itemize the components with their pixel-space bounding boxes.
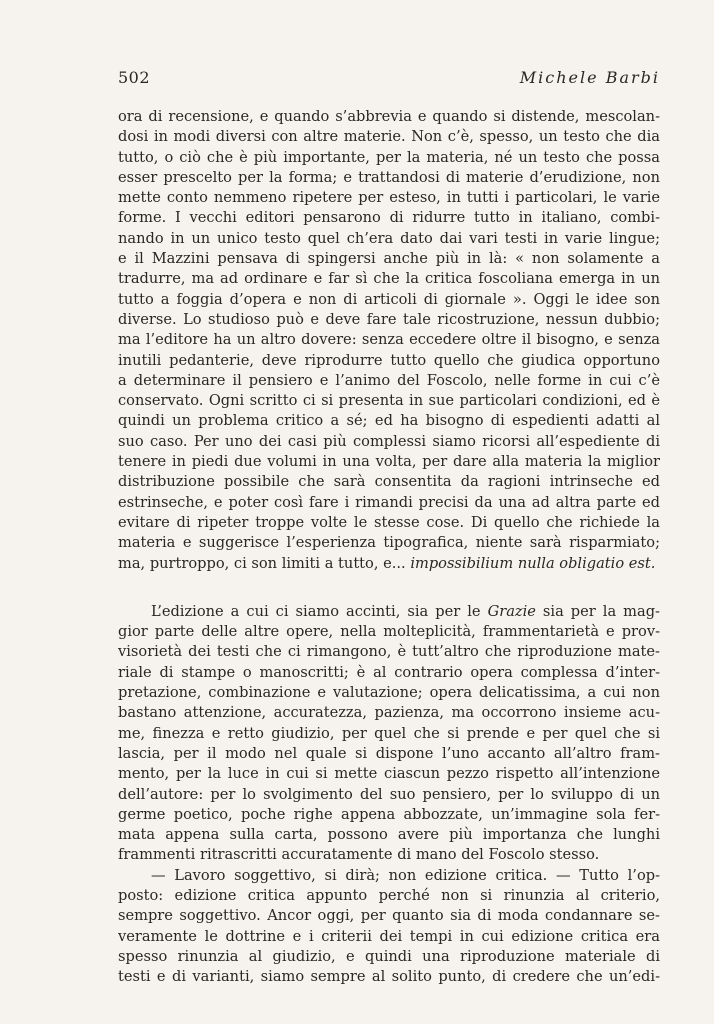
text-run: — Lavoro soggettivo, si dirà; non edizione critica. — Tutto l’op- (151, 866, 660, 884)
text-line (118, 886, 660, 906)
text-run: lascia, per il modo nel quale si dispone l’uno accanto all’altro fram- (118, 744, 660, 762)
text-line (118, 249, 660, 269)
text-run: mata appena sulla carta, possono avere più importanza che lunghi (118, 826, 660, 844)
text-line (118, 493, 660, 513)
text-run: diverse. Lo studioso può e deve fare tale ricostruzione, nessun dubbio; (118, 310, 660, 328)
text-run: frammenti ritrascritti accuratamente di mano del Foscolo stesso. (118, 846, 600, 864)
text-line (118, 188, 660, 208)
text-run: ma, purtroppo, ci son limiti a tutto, e... (118, 554, 411, 572)
text-run: tutto a foggia d’opera e non di articoli di giornale ». Oggi le idee son (118, 290, 660, 308)
text-run: gior parte delle altre opere, nella molteplicità, frammentarietà e prov- (118, 623, 660, 641)
body-text (118, 107, 660, 987)
text-run: mento, per la luce in cui si mette ciascun pezzo rispetto all’intenzione (118, 765, 660, 783)
text-line (118, 472, 660, 492)
italic-text: impossibilium nulla obligatio est. (410, 554, 656, 572)
text-run: quindi un problema critico a sé; ed ha bisogno di espedienti adatti al (118, 412, 660, 430)
italic-text: Grazie (487, 602, 536, 620)
text-run: estrinseche, e poter così fare i rimandi precisi da una ad altra parte ed (118, 493, 660, 511)
text-run: germe poetico, poche righe appena abbozzate, un’immagine sola fer- (118, 805, 660, 823)
text-line (118, 724, 660, 744)
text-run: riale di stampe o manoscritti; è al contrario opera complessa d’inter- (118, 663, 660, 681)
text-line (118, 554, 660, 574)
text-line (118, 683, 660, 703)
text-run: materia e suggerisce l’esperienza tipografica, niente sarà risparmiato; (118, 534, 660, 552)
text-line (118, 208, 660, 228)
text-run: e il Mazzini pensava di spingersi anche più in là: « non solamente a (118, 250, 660, 268)
text-run: bastano attenzione, accuratezza, pazienza, ma occorrono insieme acu- (118, 704, 660, 722)
text-run: posto: edizione critica appunto perché non si rinunzia al criterio, (118, 886, 660, 904)
text-line (118, 290, 660, 310)
text-run: spesso rinunzia al giudizio, e quindi una riproduzione materiale di (118, 947, 660, 965)
text-line (118, 269, 660, 289)
text-line (118, 947, 660, 967)
text-line (118, 148, 660, 168)
text-run: dell’autore: per lo svolgimento del suo pensiero, per lo sviluppo di un (118, 785, 660, 803)
page-header (118, 68, 660, 92)
text-run: distribuzione possibile che sarà consentita da ragioni intrinseche ed (118, 473, 660, 491)
text-run: tutto, o ciò che è più importante, per la materia, né un testo che possa (118, 148, 660, 166)
text-run: nando in un unico testo quel ch’era dato dai vari testi in varie lingue; (118, 229, 660, 247)
text-line (118, 411, 660, 431)
text-line (118, 107, 660, 127)
text-run: esser prescelto per la forma; e trattandosi di materie d’erudizione, non (118, 168, 660, 186)
text-run: forme. I vecchi editori pensarono di ridurre tutto in italiano, combi- (118, 209, 660, 227)
text-line (118, 622, 660, 642)
text-run: dosi in modi diversi con altre materie. Non c’è, spesso, un testo che dia (118, 128, 660, 146)
text-run: visorietà dei testi che ci rimangono, è tutt’altro che riproduzione mate- (118, 643, 660, 661)
text-run: tradurre, ma ad ordinare e far sì che la critica foscoliana emerga in un (118, 270, 660, 288)
text-line (118, 642, 660, 662)
text-run: L’edizione a cui ci siamo accinti, sia per le (151, 602, 488, 620)
text-run: conservato. Ogni scritto ci si presenta in sue particolari condizioni, ed è (118, 392, 660, 410)
text-run: sia per la mag- (535, 602, 660, 620)
text-run: ora di recensione, e quando s’abbrevia e quando si distende, mescolan- (118, 108, 660, 125)
text-line (118, 229, 660, 249)
paragraph-3 (118, 866, 660, 988)
text-run: tenere in piedi due volumi in una volta, per dare alla materia la miglior (118, 453, 660, 471)
text-line (118, 967, 660, 987)
text-line (118, 432, 660, 452)
text-line (118, 744, 660, 764)
text-run: mette conto nemmeno ripetere per esteso, in tutti i particolari, le varie (118, 189, 660, 207)
running-head-author: Michele Barbi (519, 68, 660, 87)
text-run: a determinare il pensiero e l’animo del Foscolo, nelle forme in cui c’è (118, 371, 660, 389)
text-line (118, 513, 660, 533)
text-line (118, 452, 660, 472)
text-line (118, 663, 660, 683)
text-line (118, 785, 660, 805)
text-line (118, 805, 660, 825)
text-line (118, 764, 660, 784)
text-line (118, 703, 660, 723)
text-line (118, 310, 660, 330)
text-line (118, 825, 660, 845)
text-line (118, 371, 660, 391)
text-line (118, 391, 660, 411)
paragraph-2 (118, 602, 660, 866)
text-line (118, 533, 660, 553)
text-line (118, 866, 660, 886)
text-run: sempre soggettivo. Ancor oggi, per quanto sia di moda condannare se- (118, 907, 660, 925)
text-run: evitare di ripeter troppe volte le stesse cose. Di quello che richiede la (118, 513, 660, 531)
text-line (118, 168, 660, 188)
text-run: testi e di varianti, siamo sempre al solito punto, di credere che un’edi- (118, 968, 660, 986)
text-run: inutili pedanterie, deve riprodurre tutto quello che giudica opportuno (118, 351, 660, 369)
text-line (118, 845, 660, 865)
text-run: suo caso. Per uno dei casi più complessi siamo ricorsi all’espediente di (118, 432, 660, 450)
text-run: ma l’editore ha un altro dovere: senza eccedere oltre il bisogno, e senza (118, 331, 660, 349)
text-line (118, 330, 660, 350)
text-line (118, 127, 660, 147)
text-run: pretazione, combinazione e valutazione; opera delicatissima, a cui non (118, 684, 660, 702)
paragraph-1 (118, 107, 660, 574)
text-line (118, 602, 660, 622)
text-run: veramente le dottrine e i criterii dei tempi in cui edizione critica era (118, 927, 660, 945)
page-number: 502 (118, 68, 151, 87)
text-line (118, 927, 660, 947)
text-line (118, 351, 660, 371)
text-run: me, finezza e retto giudizio, per quel che si prende e per quel che si (118, 724, 660, 742)
text-line (118, 906, 660, 926)
